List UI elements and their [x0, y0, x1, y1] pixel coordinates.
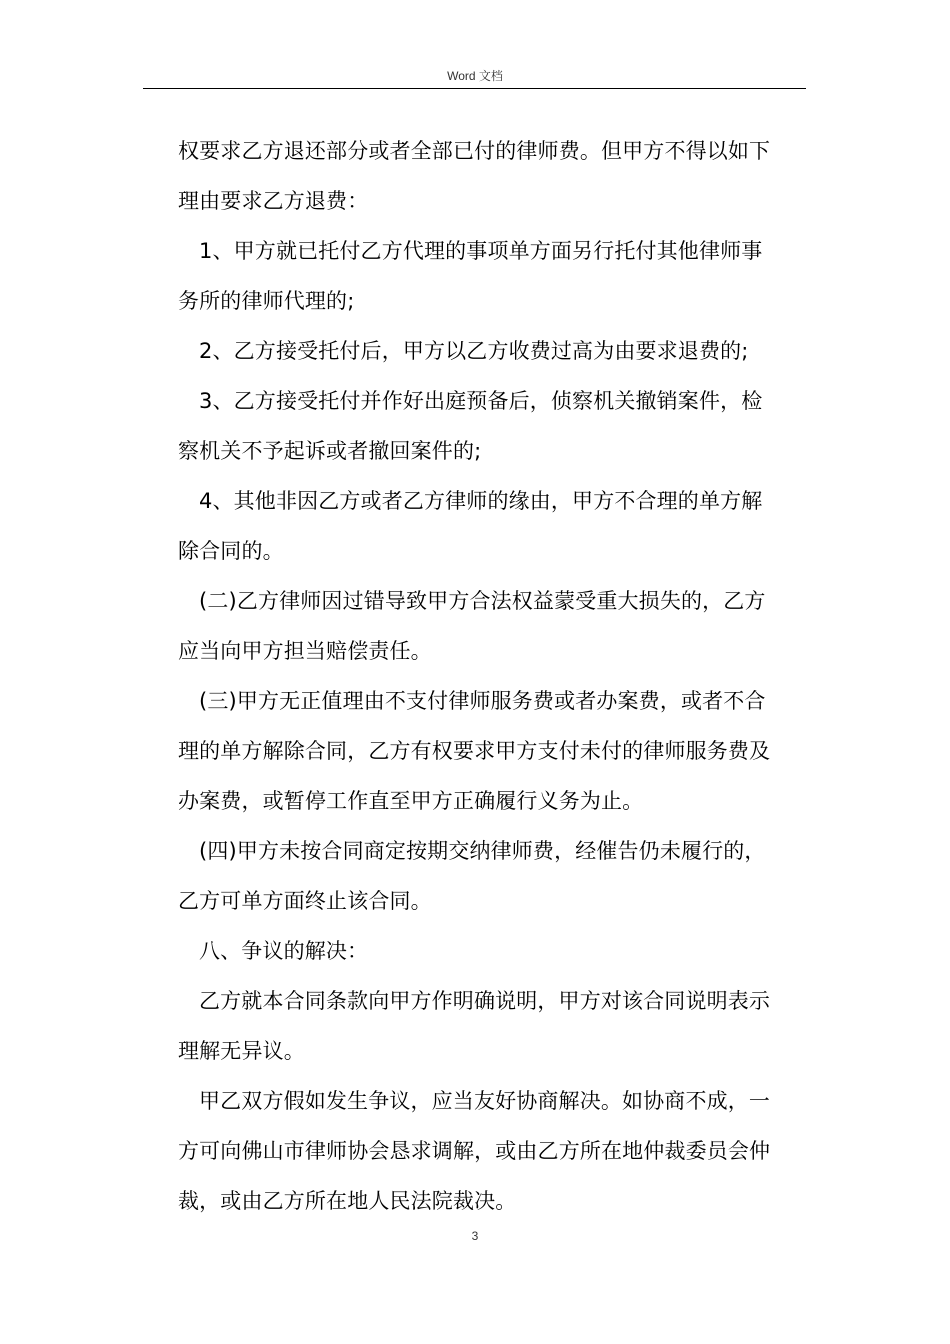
body-line: 察机关不予起诉或者撤回案件的;	[178, 439, 482, 463]
document-header-title: Word 文档	[447, 69, 503, 83]
body-line: 务所的律师代理的;	[178, 289, 355, 313]
body-line: 办案费，或暂停工作直至甲方正确履行义务为止。	[178, 789, 644, 813]
body-line: 权要求乙方退还部分或者全部已付的律师费。但甲方不得以如下	[178, 139, 771, 163]
body-line: (二)乙方律师因过错导致甲方合法权益蒙受重大损失的，乙方	[199, 589, 766, 613]
body-line: 除合同的。	[178, 539, 284, 563]
body-line: 乙方可单方面终止该合同。	[178, 889, 432, 913]
body-line: (四)甲方未按合同商定按期交纳律师费，经催告仍未履行的，	[199, 839, 766, 863]
body-line: 甲乙双方假如发生争议，应当友好协商解决。如协商不成，一	[199, 1089, 771, 1113]
body-line: 理由要求乙方退费：	[178, 189, 369, 213]
body-line: 应当向甲方担当赔偿责任。	[178, 639, 432, 663]
body-line: 理的单方解除合同，乙方有权要求甲方支付未付的律师服务费及	[178, 739, 771, 763]
header-divider	[143, 88, 806, 89]
body-line: 4、其他非因乙方或者乙方律师的缘由，甲方不合理的单方解	[199, 489, 763, 513]
body-line: 裁，或由乙方所在地人民法院裁决。	[178, 1189, 517, 1213]
body-line: 乙方就本合同条款向甲方作明确说明，甲方对该合同说明表示	[199, 989, 771, 1013]
body-line: 3、乙方接受托付并作好出庭预备后，侦察机关撤销案件，检	[199, 389, 763, 413]
body-line: 理解无异议。	[178, 1039, 305, 1063]
page-number: 3	[471, 1229, 479, 1243]
body-line: 2、乙方接受托付后，甲方以乙方收费过高为由要求退费的;	[199, 339, 749, 363]
body-line: 1、甲方就已托付乙方代理的事项单方面另行托付其他律师事	[199, 239, 763, 263]
body-line: (三)甲方无正值理由不支付律师服务费或者办案费，或者不合	[199, 689, 766, 713]
body-line: 八、争议的解决：	[199, 939, 369, 963]
document-body	[178, 126, 810, 1226]
body-line: 方可向佛山市律师协会恳求调解，或由乙方所在地仲裁委员会仲	[178, 1139, 771, 1163]
